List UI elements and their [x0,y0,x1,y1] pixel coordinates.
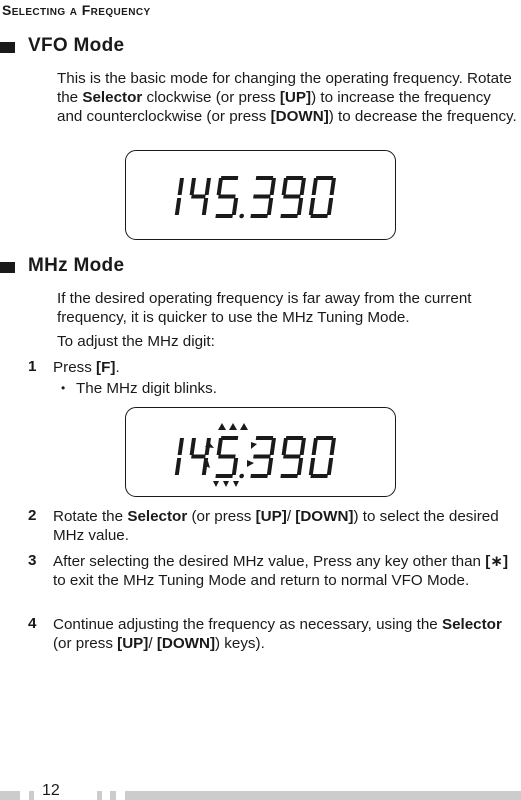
bullet-dot: • [61,381,66,395]
vfo-mode-title: VFO Mode [28,35,125,56]
footer-bar [125,791,521,800]
page-number: 12 [42,782,60,799]
lcd-display-mhz [125,407,396,497]
section-header: Selecting a Frequency [2,2,151,18]
step-text: After selecting the desired MHz value, Press any key other than [∗] to exit the MHz Tuning Mode and return to normal VFO Mode. [53,553,509,589]
lcd-display-vfo [125,150,396,240]
mhz-mode-title: MHz Mode [28,255,125,276]
footer-bar [97,791,102,800]
step-number: 4 [28,615,37,632]
footer-bar [110,791,116,800]
step-text: Press [F]. [53,359,120,376]
step-text: Rotate the Selector (or press [UP]/ [DOWN]) to select the desired MHz value. [53,508,499,544]
section-marker [0,262,15,273]
vfo-description: This is the basic mode for changing the operating frequency. Rotate the Selector clockwise (or press [UP]) to increase the frequency and counterclockwise (or press [DOWN]) to decrease the frequency. [57,70,517,125]
step-number: 2 [28,507,37,524]
mhz-instruction: To adjust the MHz digit: [57,333,215,350]
footer-bar [29,791,34,800]
step-number: 3 [28,552,37,569]
section-marker [0,42,15,53]
step-number: 1 [28,358,37,375]
bullet-text: The MHz digit blinks. [76,380,217,397]
step-text: Continue adjusting the frequency as necessary, using the Selector (or press [UP]/ [DOWN]) keys). [53,616,502,652]
mhz-description: If the desired operating frequency is far away from the current frequency, it is quicker to use the MHz Tuning Mode. [57,290,472,326]
footer-bar [0,791,20,800]
lcd-frequency-mhz [126,408,394,495]
lcd-frequency-vfo [126,151,394,238]
